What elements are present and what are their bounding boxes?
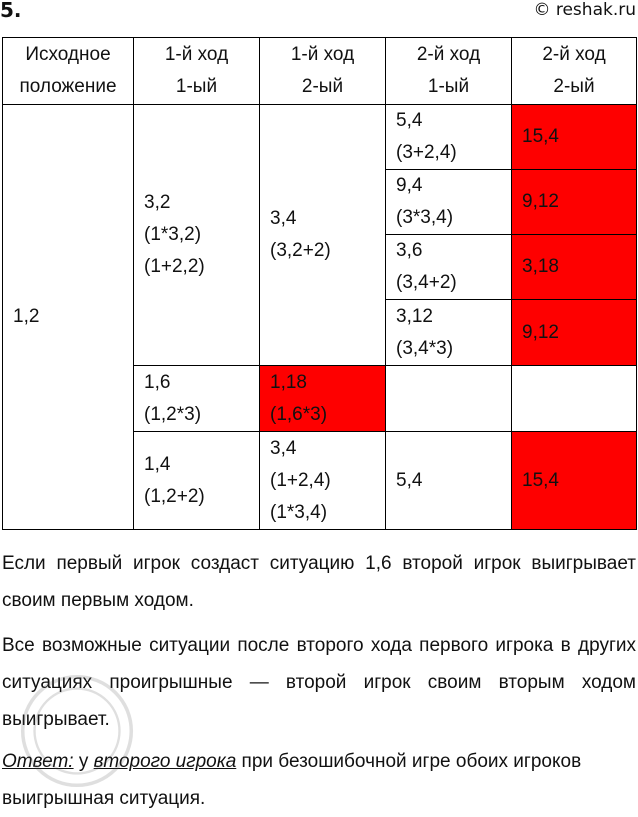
table-header-row [3, 38, 637, 105]
site-credit: © reshak.ru [533, 0, 636, 20]
header-cell-move2-first: 2-й ход 1-ый [386, 38, 512, 105]
winning-position-cell: 9,12 [512, 170, 637, 235]
position-cell: 3,2 (1*3,2) (1+2,2) [134, 105, 260, 366]
position-cell: 9,4 (3*3,4) [386, 170, 512, 235]
task-number: 5. [0, 0, 22, 22]
answer-label: Ответ: [2, 751, 74, 772]
game-tree-table [2, 37, 637, 530]
winning-position-cell: 15,4 [512, 105, 637, 170]
empty-cell [512, 366, 637, 432]
winning-position-cell: 15,4 [512, 432, 637, 530]
winning-position-cell: 1,18 (1,6*3) [260, 366, 386, 432]
position-cell: 3,6 (3,4+2) [386, 235, 512, 300]
position-cell: 1,6 (1,2*3) [134, 366, 260, 432]
explanation-paragraph-1: Если первый игрок создаст ситуацию 1,6 второй игрок выигрывает своим первым ходом. [2, 553, 636, 611]
initial-position-cell: 1,2 [3, 105, 134, 530]
position-cell: 5,4 (3+2,4) [386, 105, 512, 170]
winning-position-cell: 9,12 [512, 300, 637, 366]
answer-emphasis: второго игрока [93, 751, 237, 772]
position-cell: 3,4 (3,2+2) [260, 105, 386, 366]
position-cell: 1,4 (1,2+2) [134, 432, 260, 530]
table-row [3, 105, 637, 170]
empty-cell [386, 366, 512, 432]
explanation-paragraph-2: Все возможные ситуации после второго хода первого игрока в других ситуациях проигрышные — второй игрок своим вторым ходом выигрывает. [2, 635, 636, 730]
answer-paragraph: Ответ: у второго игрока при безошибочной игре обоих игроков выигрышная ситуация. [2, 751, 582, 809]
header-cell-move1-second: 1-й ход 2-ый [260, 38, 386, 105]
position-cell: 3,4 (1+2,4) (1*3,4) [260, 432, 386, 530]
header-cell-move2-second: 2-й ход 2-ый [512, 38, 637, 105]
header-cell-initial: Исходное положение [3, 38, 134, 105]
position-cell: 5,4 [386, 432, 512, 530]
position-cell: 3,12 (3,4*3) [386, 300, 512, 366]
winning-position-cell: 3,18 [512, 235, 637, 300]
header-cell-move1-first: 1-й ход 1-ый [134, 38, 260, 105]
